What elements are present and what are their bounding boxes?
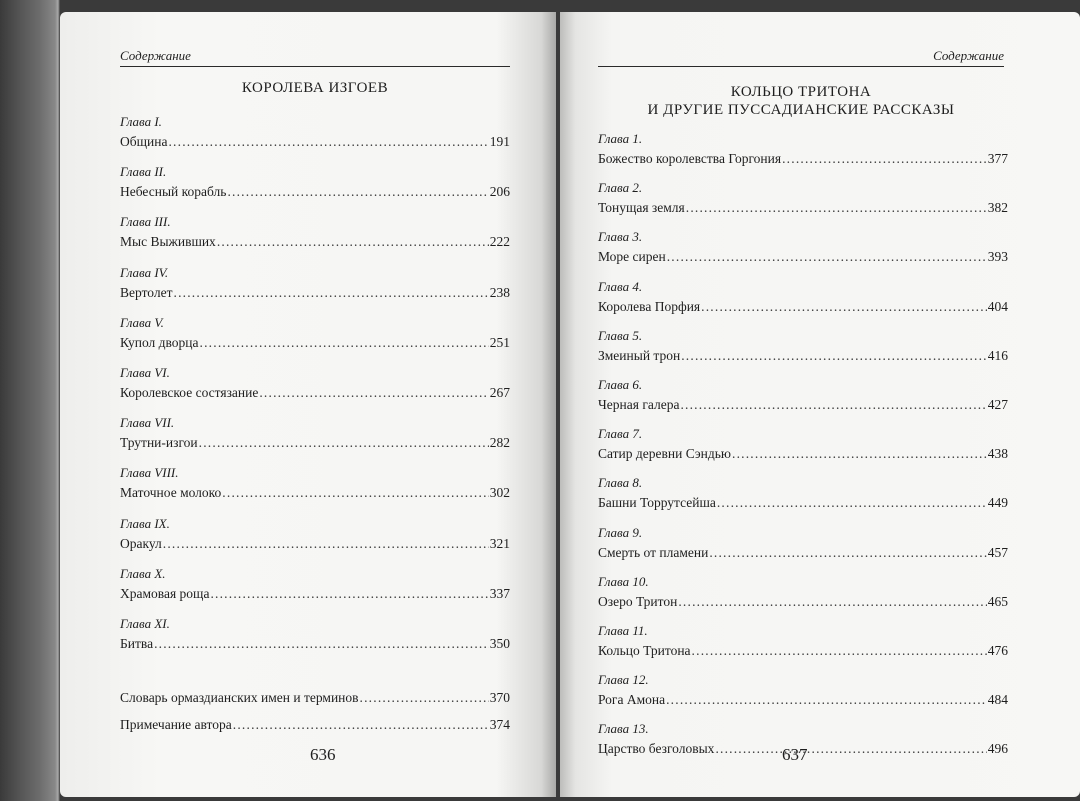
chapter-title: Королевское состязание — [120, 384, 259, 400]
page-number: 321 — [489, 535, 510, 551]
chapter-title: Божество королевства Горгония — [598, 151, 782, 166]
chapter-title: Маточное молоко — [120, 485, 222, 501]
leader-dots — [709, 543, 986, 563]
leader-dots — [163, 534, 489, 554]
leader-dots — [666, 690, 987, 710]
leader-dots — [715, 739, 986, 759]
author-note-title: Примечание автора — [120, 717, 232, 732]
chapter-title: Смерть от пламени — [598, 544, 709, 560]
leader-dots — [199, 433, 489, 453]
chapter-label: Глава 5. — [598, 327, 643, 343]
leader-dots — [210, 584, 488, 604]
leader-dots — [217, 232, 489, 252]
page-folio: 637 — [782, 745, 808, 764]
page-number: 191 — [489, 134, 510, 149]
toc-entry — [120, 363, 510, 413]
toc-entry — [120, 162, 510, 212]
leader-dots — [692, 641, 987, 661]
toc-entry — [120, 514, 510, 564]
toc-entry — [120, 413, 510, 463]
toc-entry — [598, 670, 1008, 719]
table-of-contents — [598, 129, 1008, 768]
page-number: 416 — [987, 347, 1008, 363]
toc-entry — [598, 375, 1008, 424]
page-number: 222 — [489, 234, 510, 250]
page-number: 457 — [987, 544, 1008, 560]
page-number: 238 — [489, 284, 510, 300]
chapter-label: Глава II. — [120, 164, 167, 180]
glossary-title: Словарь ормаздианских имен и терминов — [120, 690, 359, 705]
leader-dots — [686, 198, 987, 218]
chapter-label: Глава 9. — [598, 524, 643, 540]
chapter-label: Глава 7. — [598, 426, 643, 442]
leader-dots — [227, 182, 488, 202]
part-title-line: И ДРУГИЕ ПУССАДИАНСКИЕ РАССКАЗЫ — [647, 102, 955, 118]
page-number: 374 — [489, 717, 510, 732]
toc-entry — [598, 424, 1008, 473]
page-number: 404 — [987, 298, 1008, 314]
page-number: 267 — [489, 384, 510, 400]
chapter-label: Глава I. — [120, 114, 162, 129]
leader-dots — [680, 395, 986, 415]
running-head: Содержание — [120, 48, 510, 67]
chapter-label: Глава 8. — [598, 475, 643, 491]
leader-dots — [259, 383, 488, 403]
toc-entry — [120, 463, 510, 513]
leader-dots — [732, 444, 987, 464]
chapter-label: Глава V. — [120, 314, 164, 330]
toc-entry — [120, 263, 510, 313]
toc-entry — [120, 564, 510, 614]
leader-dots — [667, 247, 987, 267]
page-number: 282 — [489, 435, 510, 451]
leader-dots — [222, 483, 488, 503]
toc-entry — [598, 277, 1008, 326]
page-number: 251 — [489, 334, 510, 350]
running-head: Содержание — [598, 48, 1004, 67]
leader-dots — [678, 592, 986, 612]
page-number: 393 — [987, 249, 1008, 265]
chapter-title: Купол дворца — [120, 334, 199, 350]
chapter-label: Глава 12. — [598, 672, 649, 688]
chapter-title: Трутни-изгои — [120, 435, 198, 451]
page-number: 302 — [489, 485, 510, 501]
chapter-label: Глава 1. — [598, 131, 643, 146]
page-number: 427 — [987, 396, 1008, 412]
chapter-title: Башни Торрутсейша — [598, 495, 716, 511]
toc-entry — [120, 112, 510, 162]
chapter-title: Мыс Выживших — [120, 234, 216, 250]
toc-entry — [598, 473, 1008, 522]
toc-entry — [598, 227, 1008, 276]
leader-dots — [717, 493, 987, 513]
leader-dots — [154, 634, 489, 654]
chapter-title: Община — [120, 134, 168, 149]
part-title-line: КОЛЬЦО ТРИТОНА — [730, 84, 872, 100]
page-number: 476 — [987, 642, 1008, 658]
chapter-label: Глава VIII. — [120, 465, 179, 481]
chapter-title: Кольцо Тритона — [598, 642, 691, 658]
leader-dots — [782, 149, 987, 169]
leader-dots — [233, 715, 489, 735]
page-number: 465 — [987, 593, 1008, 609]
right-page — [560, 12, 1080, 797]
chapter-title: Вертолет — [120, 284, 173, 300]
chapter-label: Глава VI. — [120, 364, 170, 380]
chapter-label: Глава 2. — [598, 180, 643, 196]
chapter-title: Оракул — [120, 535, 162, 551]
chapter-label: Глава 3. — [598, 229, 643, 245]
chapter-label: Глава 10. — [598, 573, 649, 589]
leader-dots — [360, 688, 489, 708]
chapter-title: Озеро Тритон — [598, 593, 678, 609]
chapter-title: Черная галера — [598, 396, 680, 412]
chapter-title: Змеиный трон — [598, 347, 681, 363]
table-of-contents — [120, 112, 510, 664]
toc-entry — [598, 326, 1008, 375]
toc-entry — [120, 313, 510, 363]
page-number: 496 — [987, 741, 1008, 757]
chapter-title: Сатир деревни Сэндью — [598, 446, 731, 462]
chapter-label: Глава 6. — [598, 376, 643, 392]
chapter-label: Глава IX. — [120, 515, 170, 531]
chapter-label: Глава 11. — [598, 622, 648, 638]
chapter-title: Королева Порфия — [598, 298, 701, 314]
chapter-label: Глава XI. — [120, 615, 170, 631]
toc-entry — [598, 129, 1008, 178]
page-number: 337 — [489, 585, 510, 601]
left-page — [60, 12, 556, 797]
chapter-title: Рога Амона — [598, 692, 666, 708]
page-number: 449 — [987, 495, 1008, 511]
chapter-title: Море сирен — [598, 249, 666, 265]
page-number: 484 — [987, 692, 1008, 708]
chapter-title: Храмовая роща — [120, 585, 210, 601]
part-title: КОРОЛЕВА ИЗГОЕВ — [241, 80, 389, 96]
leader-dots — [681, 346, 987, 366]
toc-entry — [598, 621, 1008, 670]
toc-entry — [120, 212, 510, 262]
page-number: 350 — [489, 635, 510, 651]
chapter-title: Битва — [120, 635, 154, 651]
toc-entry — [120, 614, 510, 664]
chapter-label: Глава X. — [120, 565, 166, 581]
leader-dots — [174, 283, 489, 303]
chapter-title: Царство безголовых — [598, 741, 715, 757]
chapter-label: Глава 4. — [598, 278, 643, 294]
page-number: 206 — [489, 184, 510, 200]
chapter-label: Глава III. — [120, 214, 171, 230]
page-number: 438 — [987, 446, 1008, 462]
glossary-entry — [120, 688, 510, 708]
chapter-label: Глава 13. — [598, 721, 649, 737]
toc-entry — [598, 178, 1008, 227]
toc-entry — [598, 572, 1008, 621]
leader-dots — [701, 297, 987, 317]
chapter-title: Небесный корабль — [120, 184, 227, 200]
author-note-entry — [120, 715, 510, 735]
toc-entry — [598, 523, 1008, 572]
page-folio: 636 — [310, 745, 336, 764]
chapter-label: Глава VII. — [120, 415, 175, 431]
part-title — [598, 83, 1004, 119]
chapter-label: Глава IV. — [120, 264, 169, 280]
page-number: 370 — [489, 690, 510, 705]
page-number: 382 — [987, 200, 1008, 216]
chapter-title: Тонущая земля — [598, 200, 685, 216]
leader-dots — [168, 132, 488, 152]
leader-dots — [200, 333, 489, 353]
page-number: 377 — [987, 151, 1008, 166]
